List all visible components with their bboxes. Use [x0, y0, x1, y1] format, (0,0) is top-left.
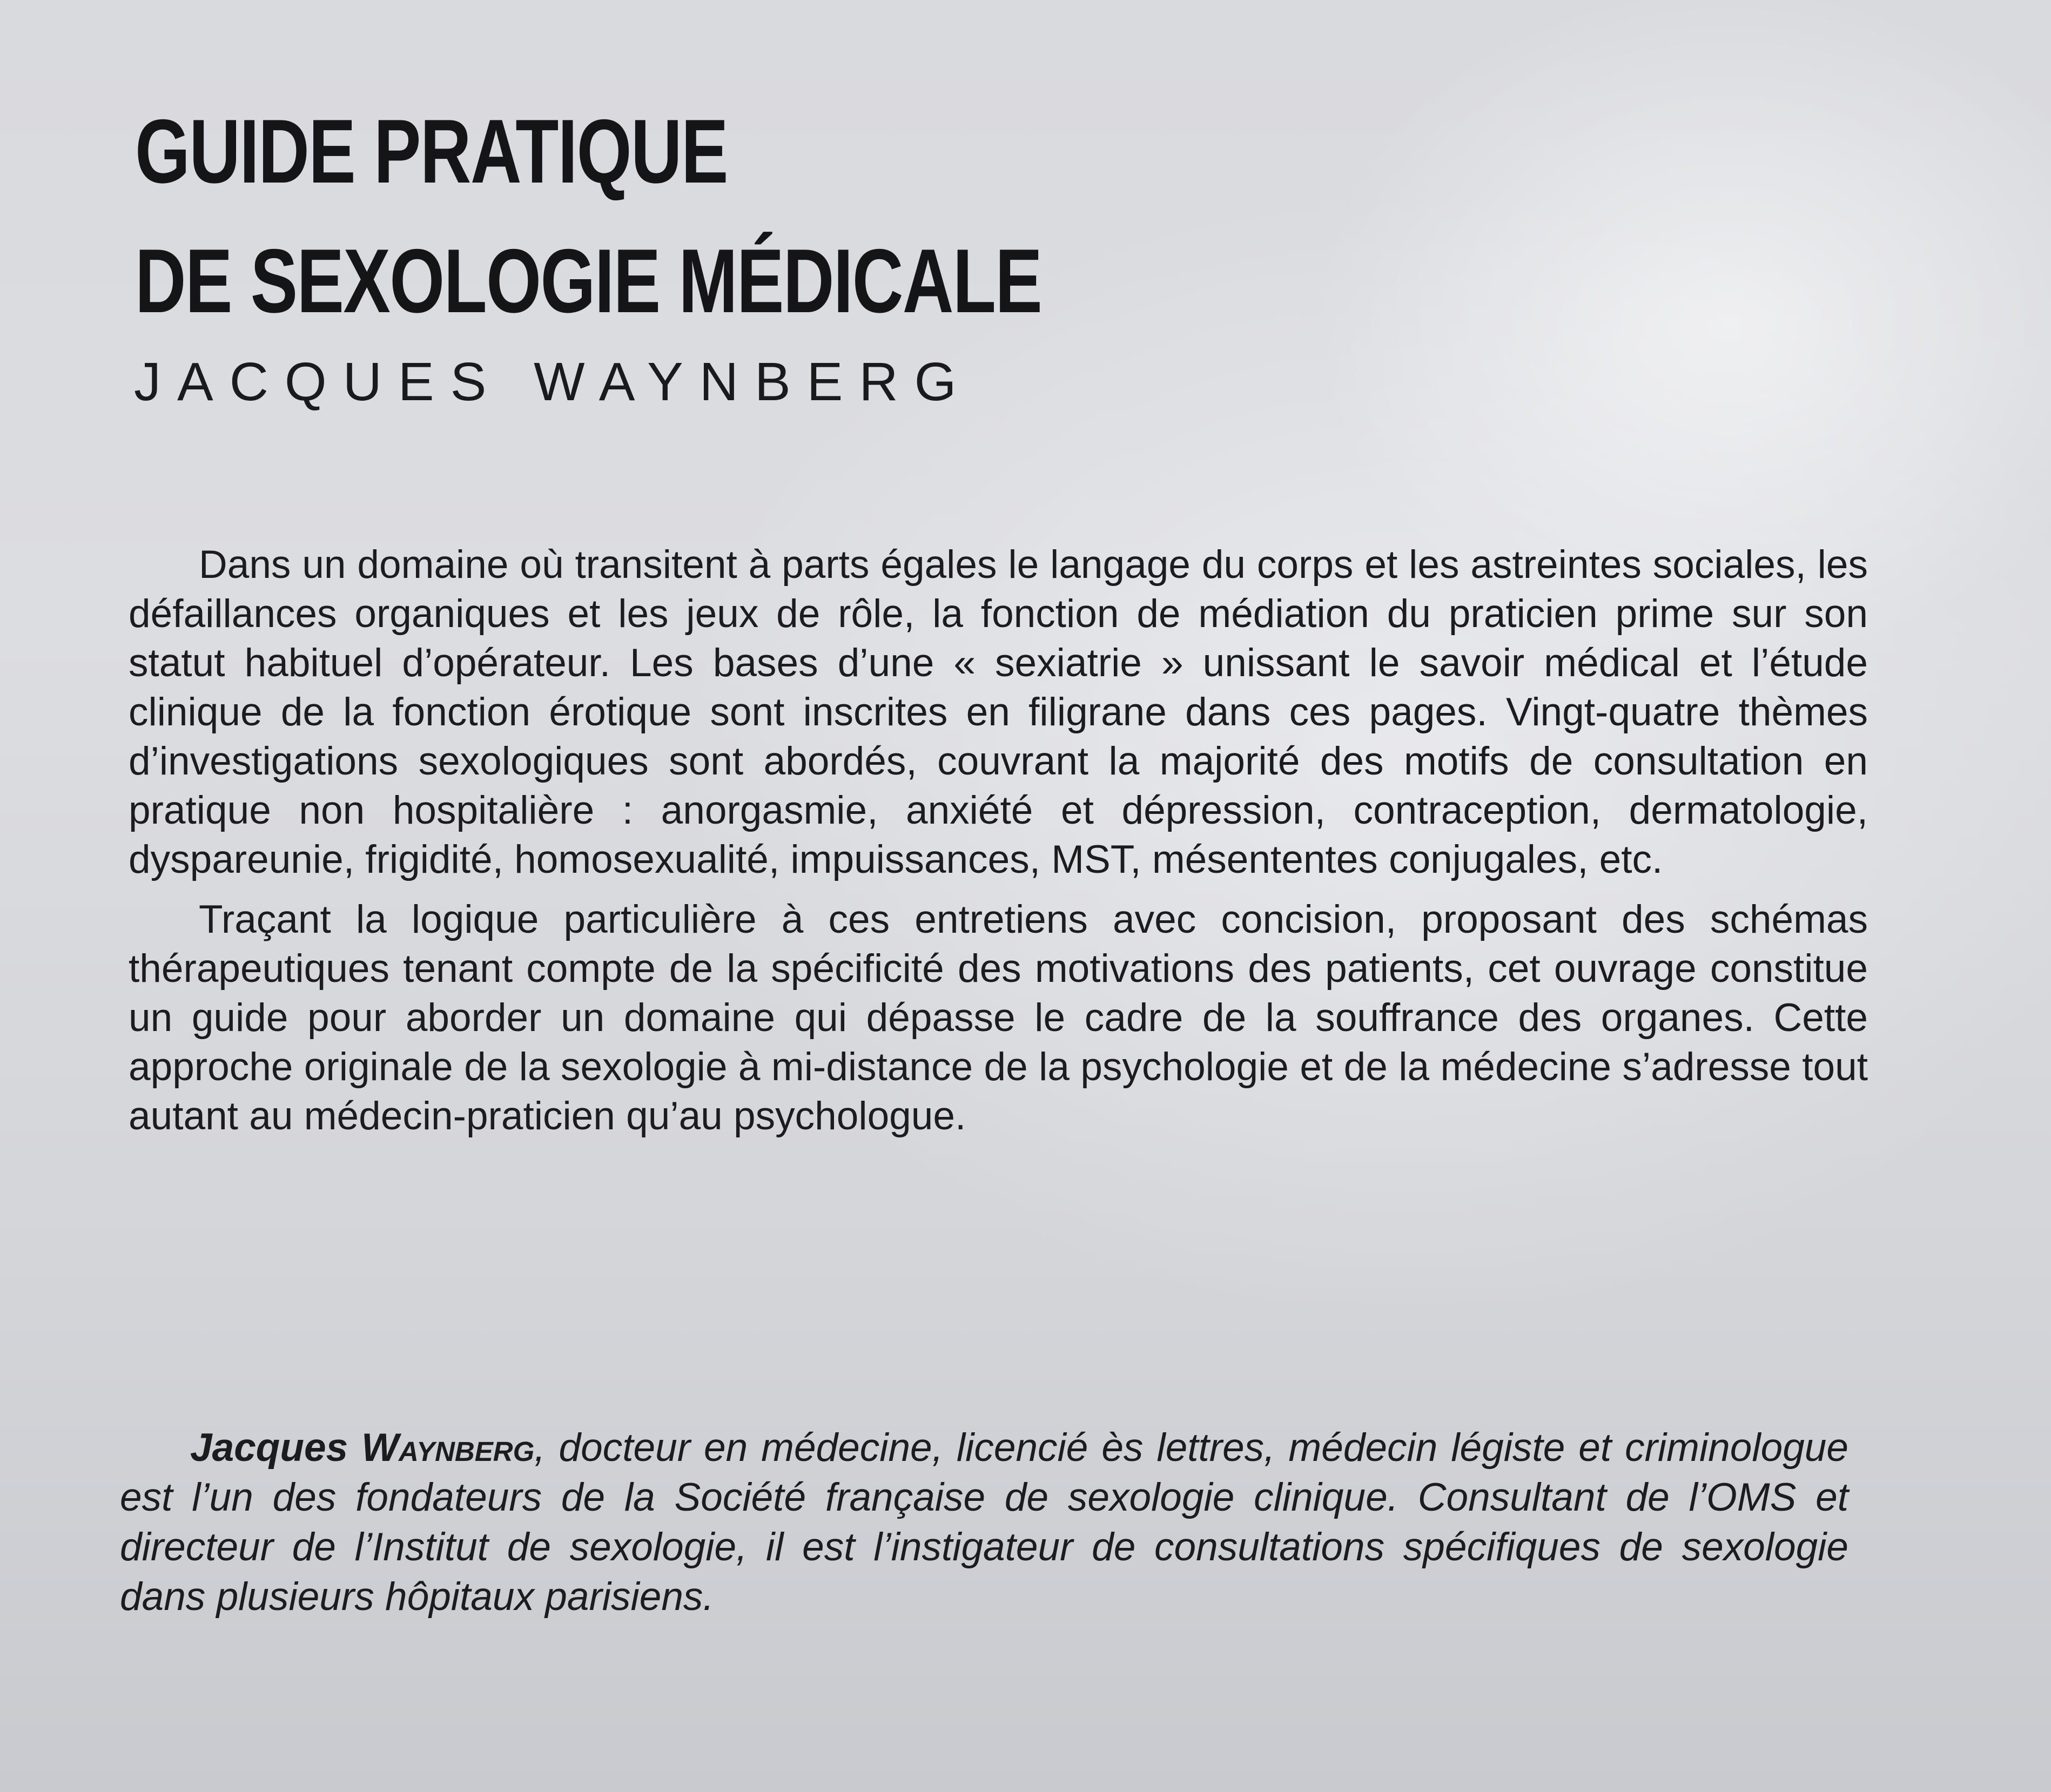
book-title-line-1: GUIDE PRATIQUE [135, 100, 728, 202]
blurb [129, 540, 1868, 1151]
blurb-paragraph-2: Traçant la logique particulière à ces entretiens avec concision, proposant des schémas thérapeutiques tenant compte de la spécificité des motivations des patients, cet ouvrage constitue un guide pour aborder un domaine qui dépasse le cadre de la souffrance des organes. Cette approche originale de la sexologie à mi-distance de la psychologie et de la médecine s’adresse tout autant au médecin-praticien qu’au psychologue. [129, 898, 1868, 1138]
book-title [135, 86, 1041, 346]
book-title-line-2: DE SEXOLOGIE MÉDICALE [135, 230, 1042, 332]
blurb-paragraph-1: Dans un domaine où transitent à parts égales le langage du corps et les astreintes sociales, les défaillances organiques et les jeux de rôle, la fonction de médiation du praticien prime sur son statut habituel d’opérateur. Les bases d’une « sexiatrie » unissant le savoir médical et l’étude clinique de la fonction érotique sont inscrites en filigrane dans ces pages. Vingt-quatre thèmes d’investigations sexologiques sont abordés, couvrant la majorité des motifs de consultation en pratique non hospitalière : anorgasmie, anxiété et dépression, contraception, dermatologie, dyspareunie, frigidité, homosexualité, impuissances, MST, mésententes conjugales, etc. [129, 543, 1868, 881]
bio-first-name: Jacques [190, 1426, 362, 1470]
bio-text: , docteur en médecine, licencié ès lettres, médecin légiste et criminologue est l’un des fondateurs de la Société française de sexologie clinique. Consultant de l’OMS et directeur de l’Institut de sexologie, il est l’instigateur de consultations spécifiques de sexologie dans plusieurs hôpitaux parisiens. [120, 1426, 1848, 1619]
author-name: JACQUES WAYNBERG [134, 352, 973, 412]
author-bio [120, 1423, 1848, 1622]
bio-surname: Waynberg [361, 1426, 535, 1470]
